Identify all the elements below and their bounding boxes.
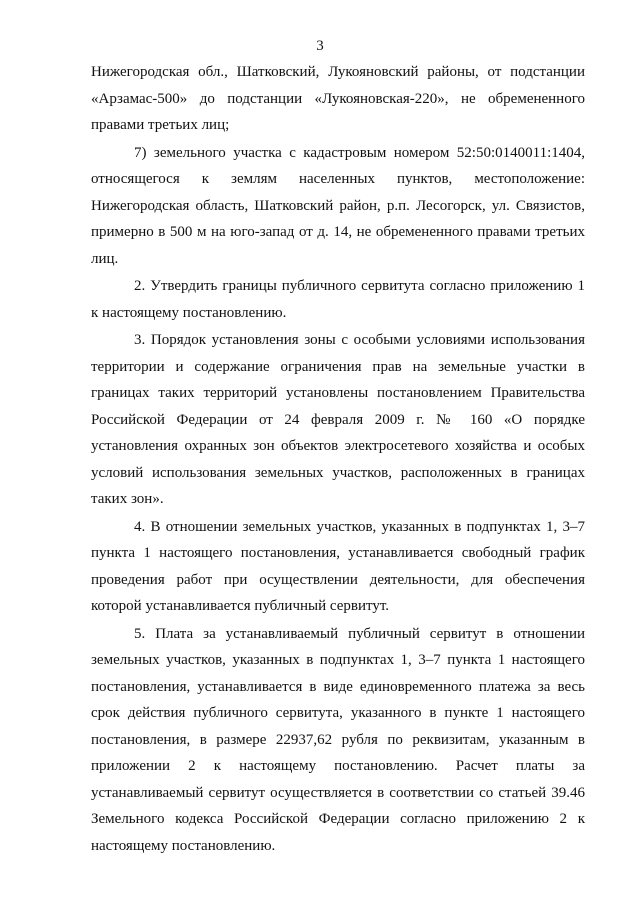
page-number: 3 (316, 38, 324, 54)
paragraph-item-7: 7) земельного участка с кадастровым номером 52:50:0140011:1404, относящегося к землям населенных пунктов, местоположение: Нижегородская область, Шатковский район, р.п. Лесогорск, ул. Связистов, примерно в 500 м на юго-запад от д. 14, не обремененного правами третьих лиц. (91, 144, 585, 267)
paragraph-3: 3. Порядок установления зоны с особыми условиями использования территории и содержание ограничения прав на земельные участки в границах таких территорий установлены постановлением Правительства Российской Федерации от 24 февраля 2009 г. № 160 «О порядке установления охранных зон объектов электросетевого хозяйства и особых условий использования земельных участков, расположенных в границах таких зон». (91, 332, 585, 507)
paragraph-2: 2. Утвердить границы публичного сервитута согласно приложению 1 к настоящему постановлению. (91, 278, 585, 321)
document-body (91, 59, 585, 859)
paragraph-continuation: Нижегородская обл., Шатковский, Лукояновский районы, от подстанции «Арзамас-500» до подстанции «Лукояновская-220», не обремененного правами третьих лиц; (91, 64, 585, 133)
paragraph-5: 5. Плата за устанавливаемый публичный сервитут в отношении земельных участков, указанных в подпунктах 1, 3–7 пункта 1 настоящего постановления, устанавливается в виде единовременного платежа за весь срок действия публичного сервитута, указанного в пункте 1 настоящего постановления, в размере 22937,62 рубля по реквизитам, указанным в приложении 2 к настоящему постановлению. Расчет платы за устанавливаемый сервитут осуществляется в соответствии со статьей 39.46 Земельного кодекса Российской Федерации согласно приложению 2 к настоящему постановлению. (91, 625, 585, 854)
paragraph-4: 4. В отношении земельных участков, указанных в подпунктах 1, 3–7 пункта 1 настоящего постановления, устанавливается свободный график проведения работ при осуществлении деятельности, для обеспечения которой устанавливается публичный сервитут. (91, 518, 585, 614)
